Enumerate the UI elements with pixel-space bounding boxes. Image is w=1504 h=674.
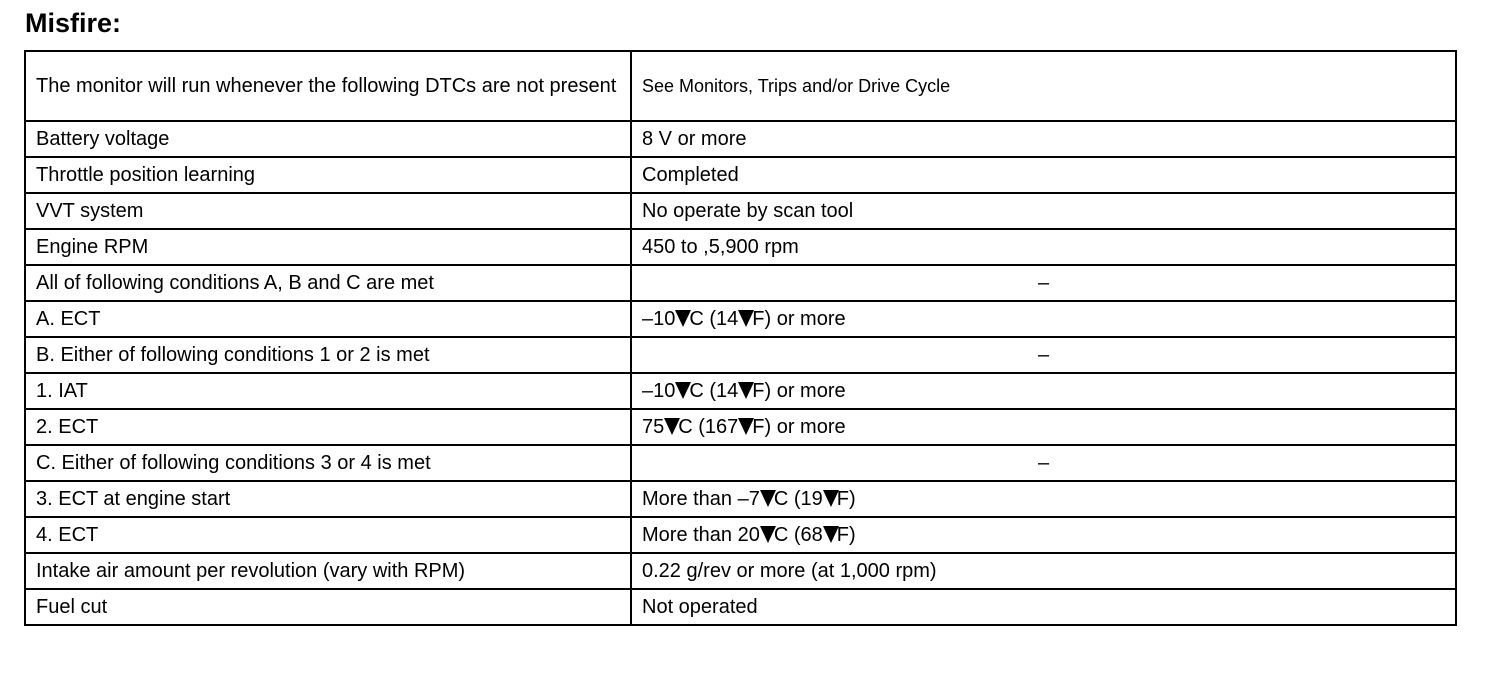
condition-label: Battery voltage [25, 121, 631, 157]
condition-label: 1. IAT [25, 373, 631, 409]
table-row [25, 193, 1456, 229]
conditions-table [24, 50, 1457, 626]
condition-value: Not operated [631, 589, 1456, 625]
table-row [25, 553, 1456, 589]
value-text: F) [836, 524, 856, 546]
value-text: C (167 [678, 416, 739, 438]
value-text: C (68 [773, 524, 823, 546]
condition-label: Intake air amount per revolution (vary with RPM) [25, 553, 631, 589]
condition-value: – [631, 445, 1456, 481]
condition-value: No operate by scan tool [631, 193, 1456, 229]
condition-value: See Monitors, Trips and/or Drive Cycle [631, 51, 1456, 121]
condition-label: The monitor will run whenever the following DTCs are not present [25, 51, 631, 121]
value-text: F) or more [752, 380, 846, 402]
condition-label: Fuel cut [25, 589, 631, 625]
condition-label: Engine RPM [25, 229, 631, 265]
condition-label: 4. ECT [25, 517, 631, 553]
table-row [25, 409, 1456, 445]
value-text: F) or more [752, 308, 846, 330]
value-text: F) or more [752, 416, 846, 438]
table-row [25, 337, 1456, 373]
value-text: F) [836, 488, 856, 510]
table-row [25, 373, 1456, 409]
value-text: –10 [642, 308, 676, 330]
condition-value: 0.22 g/rev or more (at 1,000 rpm) [631, 553, 1456, 589]
condition-value [631, 481, 1456, 517]
table-row [25, 301, 1456, 337]
value-text: More than –7 [642, 488, 760, 510]
table-row [25, 51, 1456, 121]
condition-label: Throttle position learning [25, 157, 631, 193]
table-row [25, 265, 1456, 301]
table-row [25, 445, 1456, 481]
condition-label: C. Either of following conditions 3 or 4 is met [25, 445, 631, 481]
condition-label: B. Either of following conditions 1 or 2 is met [25, 337, 631, 373]
condition-value [631, 409, 1456, 445]
table-row [25, 157, 1456, 193]
condition-label: VVT system [25, 193, 631, 229]
condition-value [631, 301, 1456, 337]
condition-value [631, 373, 1456, 409]
condition-value [631, 517, 1456, 553]
value-text: C (19 [773, 488, 823, 510]
condition-label: 2. ECT [25, 409, 631, 445]
value-text: C (14 [689, 380, 739, 402]
condition-label: 3. ECT at engine start [25, 481, 631, 517]
value-text: More than 20 [642, 524, 760, 546]
condition-value: – [631, 337, 1456, 373]
condition-label: All of following conditions A, B and C are met [25, 265, 631, 301]
value-text: C (14 [689, 308, 739, 330]
condition-value: 8 V or more [631, 121, 1456, 157]
condition-value: – [631, 265, 1456, 301]
condition-value: Completed [631, 157, 1456, 193]
value-text: –10 [642, 380, 676, 402]
table-row [25, 517, 1456, 553]
table-row [25, 121, 1456, 157]
table-row [25, 481, 1456, 517]
table-row [25, 229, 1456, 265]
section-title: Misfire: [25, 8, 122, 38]
value-text: 75 [642, 416, 665, 438]
condition-label: A. ECT [25, 301, 631, 337]
condition-value: 450 to ,5,900 rpm [631, 229, 1456, 265]
table-row [25, 589, 1456, 625]
